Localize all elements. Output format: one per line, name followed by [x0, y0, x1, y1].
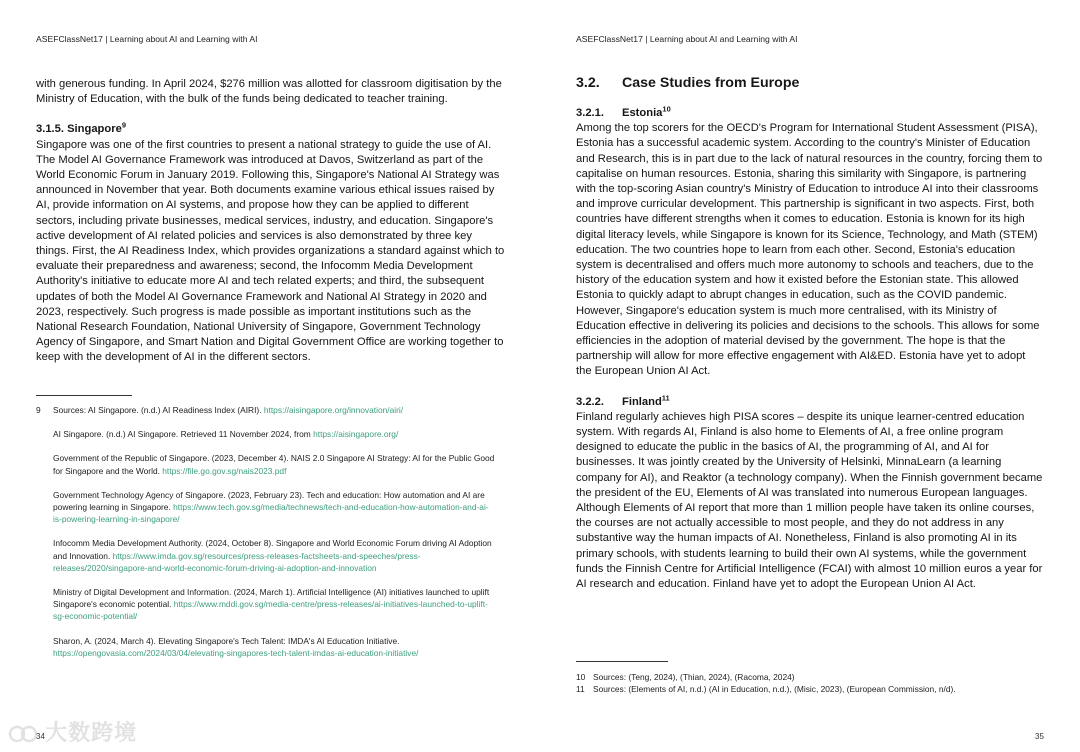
intro-paragraph: with generous funding. In April 2024, $276 million was allotted for classroom digitisation by the Ministry of Education, with the bulk of the funds being dedicated to teacher training.	[36, 78, 502, 106]
footnote-item	[36, 428, 496, 440]
footnote-ref-9[interactable]: 9	[121, 120, 126, 130]
estonia-number: 3.2.1.	[576, 107, 604, 119]
footnote-rule-right	[576, 661, 668, 662]
footnotes-right	[576, 671, 1044, 695]
footnote-link[interactable]: https://opengovasia.com/2024/03/04/elevating-singapores-tech-talent-imdas-ai-education-initiative/	[53, 647, 419, 658]
estonia-paragraph: Among the top scorers for the OECD's Program for International Student Assessment (PISA), Estonia has a successful academic system. According to the country's Minister of Education and Research, this is in part due to the lack of natural resources in the country, forcing them to capitalise on human resources. Estonia, sharing this similarity with Singapore, is partnering with the top-scoring Asian country's Ministry of Education to introduce AI into their classrooms and improve curricular development. This partnership is significant in two aspects. First, both countries have different strengths when it comes to education. Estonia is known for its high digital literacy levels, while Singapore is known for its Science, Technology, and Math (STEM) education. The two countries hope to learn from each other. Second, Estonia's education system is decentralised and offers much more autonomy to schools and teachers, due to the history of the education system and how it existed before the Estonian state. This allowed Estonia to quickly adapt to abrupt changes in education, such as the COVID pandemic. However, Singapore's education system is much more centralised, with its Ministry of Education effective in delivering its policies and decisions to the schools. This allows for some efficiencies in the adoption of material devised by the government. The hope is that the partnership will allow for more effective engagement with AI&ED. Estonia have yet to adopt the European Union AI Act.	[576, 122, 1043, 378]
finland-heading	[576, 392, 1044, 410]
footnote-item	[36, 537, 496, 574]
singapore-paragraph: Singapore was one of the first countries to present a national strategy to guide the use of AI. The Model AI Governance Framework was introduced at Davos, Switzerland as part of the World Economic Forum in January 2019. Following this, Singapore's National AI Strategy was announced in November that year. Both documents examine various ethical issues raised by AI, provide information on AI systems, and propose how they can be applied to different sectors, including private businesses, medical services, industry, and education. Singapore's active development of AI related policies and services is also demonstrated by three key things. First, the AI Readiness Index, which provides organizations a standard against which to evaluate their preparedness and awareness; second, the Infocomm Media Development Authority's initiative to educate more AI and tech related experts; and third, the subsequent updates of both the Model AI Governance Framework and National AI Strategy in 2020 and 2023, respectively. Such progress is made possible as important institutions such as the National Research Foundation, National University of Singapore, Government Technology Agency of Singapore, and Smart Nation and Digital Government Office are working together to keep with the development of AI in the different sectors.	[36, 138, 505, 364]
footnote-item	[36, 635, 496, 659]
footnote-text: Government of the Republic of Singapore. (2023, December 4). NAIS 2.0 Singapore AI Strategy: AI for the Public Good for Singapore and the World.	[53, 453, 495, 476]
watermark	[8, 716, 137, 747]
right-body	[576, 74, 1044, 592]
footnotes-left	[36, 404, 496, 671]
footnote-number: 10	[576, 672, 586, 682]
footnote-item	[36, 404, 496, 416]
left-body	[36, 77, 506, 366]
finland-title: Finland	[622, 395, 662, 408]
footnote-text: Infocomm Media Development Authority. (2024, October 8). Singapore and World Economic Forum driving AI Adoption and Innovation.	[53, 538, 492, 561]
page-number-left: 34	[36, 732, 45, 741]
footnote-ref-10[interactable]: 10	[662, 104, 671, 114]
running-header-right: ASEFClassNet17 | Learning about AI and Learning with AI	[576, 34, 798, 44]
estonia-title: Estonia	[622, 107, 663, 119]
footnote-link[interactable]: https://www.mddi.gov.sg/media-centre/press-releases/ai-initiatives-launched-to-uplift-sg-economic-potential/	[53, 599, 488, 622]
footnote-text: Government Technology Agency of Singapore. (2023, February 23). Tech and education: How automation and AI are powering learning in Singapore.	[53, 489, 485, 513]
running-header-left: ASEFClassNet17 | Learning about AI and Learning with AI	[36, 34, 258, 44]
finland-number: 3.2.2.	[576, 395, 604, 408]
footnote-item	[36, 586, 496, 623]
section-title	[576, 74, 1044, 92]
footnote-link[interactable]: https://www.imda.gov.sg/resources/press-releases-factsheets-and-speeches/press-releases/2020/singapore-and-world-economic-forum-driving-ai-adoption-and-innovation	[53, 550, 421, 573]
footnote-ref-11[interactable]: 11	[661, 392, 670, 402]
footnote-text: Sources: (Elements of AI, n.d.) (AI in Education, n.d.), (Misic, 2023), (European Commission, n/d).	[593, 684, 956, 695]
footnote-text: Sharon, A. (2024, March 4). Elevating Singapore's Tech Talent: IMDA's AI Education Initiative.	[53, 635, 400, 646]
footnote-text: AI Singapore. (n.d.) AI Singapore. Retrieved 11 November 2024, from	[53, 429, 314, 440]
footnote-link[interactable]: https://aisingapore.org/innovation/airi/	[263, 405, 404, 415]
singapore-heading-text: 3.1.5. Singapore	[36, 123, 122, 136]
estonia-heading	[576, 106, 1044, 121]
finland-paragraph: Finland regularly achieves high PISA scores – despite its unique learner-centred education system. With regards AI, Finland is also home to Elements of AI, a free online program designed to educate the public in the basics of AI, the programming of AI, and AI for businesses. It was jointly created by the University of Helsinki, MinnaLearn (a learning company for AI), and Reaktor (a technology company). When the Finnish government became the president of the EU, Elements of AI was translated into numerous European languages. Although Elements of AI report that more than 1 million people have taken its online courses, the courses are not actually accessible to most people, and they do not address in any substantive way the human impacts of AI. Nonetheless, Finland is also promoting AI in its primary schools, with students learning to build their own AI systems, while the government funds the Finnish Centre for Artificial Intelligence (FCAI) with almost 10 million euros a year for AI research and education. Finland have yet to adopt the European Union AI Act.	[576, 410, 1043, 591]
footnote-text: Sources: AI Singapore. (n.d.) AI Readiness Index (AIRI).	[53, 405, 264, 415]
footnote-link[interactable]: https://aisingapore.org/	[313, 429, 399, 440]
footnote-rule-left	[36, 395, 132, 396]
watermark-logo-icon	[8, 723, 38, 745]
footnote-item	[576, 671, 1044, 683]
footnote-link[interactable]: https://www.tech.gov.sg/media/technews/tech-and-education-how-automation-and-ai-is-powering-learning-in-singapore/	[53, 502, 489, 525]
footnote-item	[36, 489, 496, 526]
footnote-link[interactable]: https://file.go.gov.sg/nais2023.pdf	[162, 465, 287, 476]
section-title-text: Case Studies from Europe	[622, 75, 800, 91]
section-number: 3.2.	[576, 75, 600, 91]
footnote-item	[36, 452, 496, 476]
footnote-text: Sources: (Teng, 2024), (Thian, 2024), (Racoma, 2024)	[593, 672, 795, 682]
footnote-number: 11	[576, 684, 585, 695]
footnote-text: Ministry of Digital Development and Information. (2024, March 1). Artificial Intelligence (AI) initiatives launched to uplift Singapore's economic potential.	[53, 587, 490, 610]
page-number-right: 35	[1035, 732, 1044, 741]
footnote-item	[576, 683, 1044, 695]
watermark-text: 大数跨境	[45, 720, 138, 745]
singapore-heading	[36, 122, 506, 137]
footnote-number: 9	[36, 405, 41, 415]
right-page	[540, 0, 1080, 752]
